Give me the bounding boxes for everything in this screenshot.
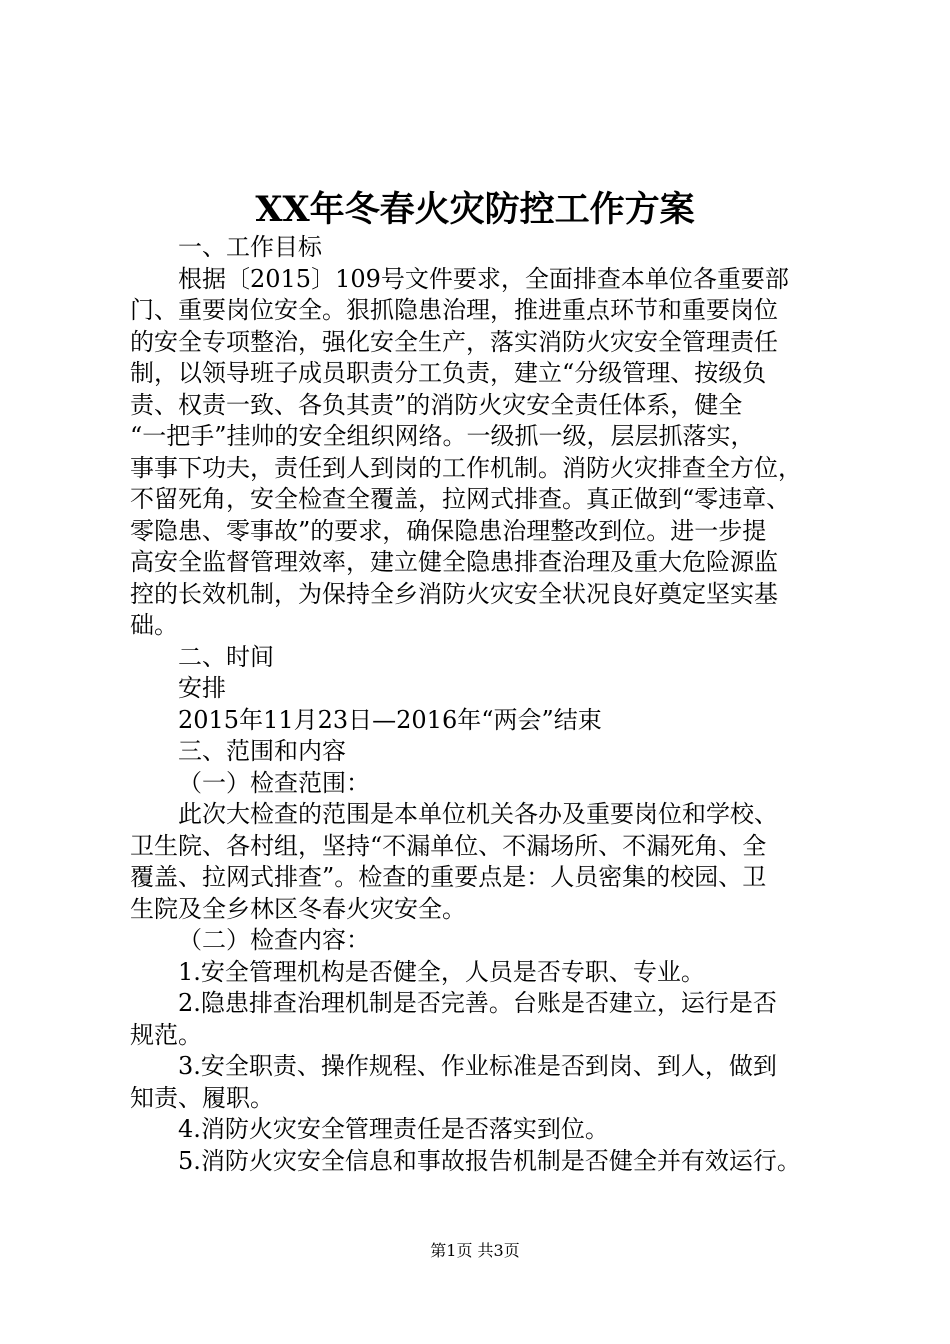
text-line: 的安全专项整治，强化安全生产，落实消防火灾安全管理责任 bbox=[130, 327, 778, 356]
text-line: 卫生院、各村组，坚持“不漏单位、不漏场所、不漏死角、全 bbox=[130, 831, 767, 860]
text-line: 覆盖、拉网式排查”。检查的重要点是：人员密集的校园、卫 bbox=[130, 863, 767, 891]
text-line: 三、范围和内容 bbox=[178, 737, 346, 765]
text-line: 2.隐患排查治理机制是否完善。台账是否建立，运行是否 bbox=[178, 989, 777, 1017]
text-line: 零隐患、零事故”的要求，确保隐患治理整改到位。进一步提 bbox=[130, 516, 767, 545]
text-line: 础。 bbox=[130, 611, 178, 639]
text-line: 事事下功夫，责任到人到岗的工作机制。消防火灾排查全方位， bbox=[130, 453, 802, 482]
text-line: 控的长效机制，为保持全乡消防火灾安全状况良好奠定坚实基 bbox=[130, 579, 778, 608]
text-line: 知责、履职。 bbox=[130, 1083, 274, 1112]
text-line: 安排 bbox=[178, 674, 226, 702]
text-line: 二、时间 bbox=[178, 642, 274, 671]
text-line: 1.安全管理机构是否健全，人员是否专职、专业。 bbox=[178, 957, 705, 986]
text-line: 责、权责一致、各负其责”的消防火灾安全责任体系，健全 bbox=[130, 390, 743, 419]
text-line: 高安全监督管理效率，建立健全隐患排查治理及重大危险源监 bbox=[130, 548, 778, 576]
text-line: 规范。 bbox=[130, 1020, 202, 1049]
text-line: “一把手”挂帅的安全组织网络。一级抓一级，层层抓落实， bbox=[130, 422, 755, 450]
document-body bbox=[130, 232, 830, 1177]
text-line: 此次大检查的范围是本单位机关各办及重要岗位和学校、 bbox=[178, 800, 778, 828]
document-title: XX年冬春火灾防控工作方案 bbox=[255, 189, 695, 230]
page-footer: 第1页 共3页 bbox=[430, 1241, 520, 1260]
text-line: 4.消防火灾安全管理责任是否落实到位。 bbox=[178, 1115, 609, 1143]
text-line: （二）检查内容： bbox=[178, 926, 370, 954]
text-line: 门、重要岗位安全。狠抓隐患治理，推进重点环节和重要岗位 bbox=[130, 296, 778, 324]
text-line: 制，以领导班子成员职责分工负责，建立“分级管理、按级负 bbox=[130, 359, 767, 387]
text-line: （一）检查范围： bbox=[178, 768, 370, 797]
text-line: 生院及全乡林区冬春火灾安全。 bbox=[130, 894, 466, 923]
text-line: 不留死角，安全检查全覆盖，拉网式排查。真正做到“零违章、 bbox=[130, 485, 791, 513]
text-line: 一、工作目标 bbox=[178, 233, 322, 261]
text-line: 5.消防火灾安全信息和事故报告机制是否健全并有效运行。 bbox=[178, 1146, 801, 1175]
text-line: 2015年11月23日—2016年“两会”结束 bbox=[178, 705, 602, 734]
text-line: 3.安全职责、操作规程、作业标准是否到岗、到人，做到 bbox=[178, 1052, 777, 1080]
text-line: 根据〔2015〕109号文件要求，全面排查本单位各重要部 bbox=[178, 264, 789, 293]
